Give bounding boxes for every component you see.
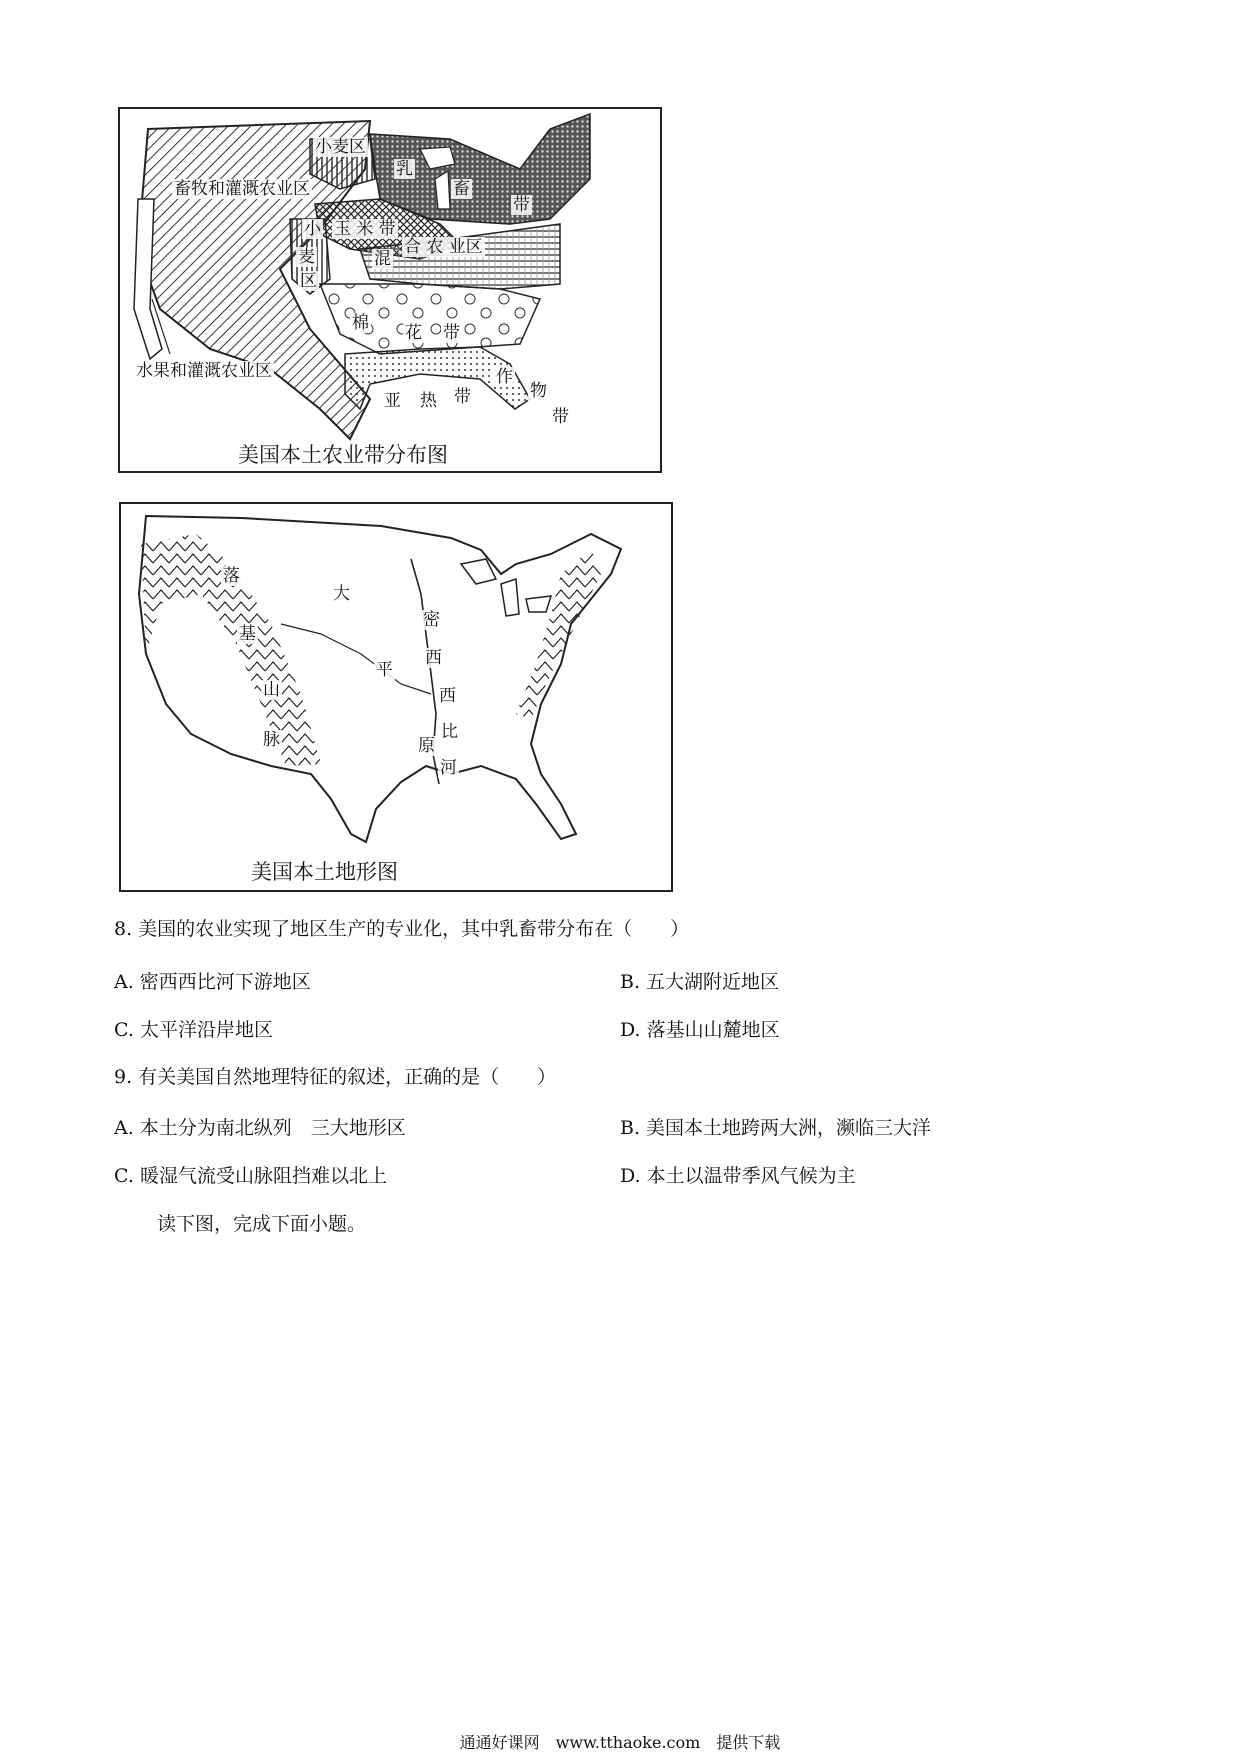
label-cotton-3: 带 (443, 323, 460, 343)
terrain-map-drawing (121, 504, 671, 890)
label-corn: 玉 米 带 (334, 219, 396, 239)
label-rocky-3: 山 (263, 680, 280, 700)
label-river-5: 河 (440, 758, 457, 778)
question-9-option-b[interactable]: B. 美国本土地跨两大洲，濒临三大洋 (620, 1117, 932, 1139)
question-9-option-c[interactable]: C. 暖湿气流受山脉阻挡难以北上 (114, 1165, 387, 1187)
question-8-option-b[interactable]: B. 五大湖附近地区 (620, 971, 780, 993)
label-dairy-3: 带 (513, 195, 530, 215)
label-wheat-south-1: 小 (304, 219, 321, 239)
label-river-4: 比 (441, 722, 458, 742)
page-footer: 通通好课网 www.tthaoke.com 提供下载 (459, 1733, 781, 1752)
label-sub-5: 物 (530, 381, 547, 401)
label-plain-1: 大 (333, 584, 350, 604)
label-cotton-2: 花 (405, 323, 422, 343)
label-plain-3: 原 (418, 736, 435, 756)
label-rocky-1: 落 (223, 566, 240, 586)
label-river-1: 密 (423, 610, 440, 630)
label-sub-4: 作 (496, 367, 513, 387)
label-wheat-north: 小麦区 (315, 137, 366, 157)
question-9-option-d[interactable]: D. 本土以温带季风气候为主 (620, 1165, 856, 1187)
label-rocky-4: 脉 (263, 730, 280, 750)
question-8-stem: 8. 美国的农业实现了地区生产的专业化，其中乳畜带分布在（ ） (114, 918, 690, 940)
label-sub-3: 带 (454, 387, 471, 407)
map1-caption: 美国本土农业带分布图 (238, 443, 448, 467)
label-plain-2: 平 (376, 660, 393, 680)
question-9-option-a[interactable]: A. 本土分为南北纵列 三大地形区 (114, 1117, 406, 1139)
question-8-option-c[interactable]: C. 太平洋沿岸地区 (114, 1019, 273, 1041)
label-dairy-1: 乳 (396, 159, 413, 179)
map2-caption: 美国本土地形图 (251, 860, 398, 884)
label-wheat-south-3: 区 (300, 271, 317, 291)
label-rocky-2: 基 (239, 624, 256, 644)
label-wheat-south-2: 麦 (298, 247, 315, 267)
label-sub-2: 热 (420, 391, 437, 411)
label-river-3: 西 (439, 686, 456, 706)
label-sub-6: 带 (552, 407, 569, 427)
label-mixed-2: 合 农 业区 (404, 237, 483, 257)
label-cotton-1: 棉 (352, 313, 369, 333)
agriculture-belt-map (118, 107, 662, 473)
question-9-stem: 9. 有关美国自然地理特征的叙述，正确的是（ ） (114, 1066, 557, 1088)
terrain-map (119, 502, 673, 892)
question-8-option-a[interactable]: A. 密西西比河下游地区 (114, 971, 311, 993)
label-river-2: 西 (425, 648, 442, 668)
label-mixed-1: 混 (374, 249, 391, 269)
reading-instruction: 读下图，完成下面小题。 (157, 1213, 367, 1235)
label-ranch: 畜牧和灌溉农业区 (174, 179, 310, 199)
label-fruit: 水果和灌溉农业区 (136, 361, 272, 381)
agriculture-map-drawing (120, 109, 660, 471)
label-sub-1: 亚 (384, 391, 401, 411)
label-dairy-2: 畜 (453, 179, 470, 199)
question-8-option-d[interactable]: D. 落基山山麓地区 (620, 1019, 780, 1041)
